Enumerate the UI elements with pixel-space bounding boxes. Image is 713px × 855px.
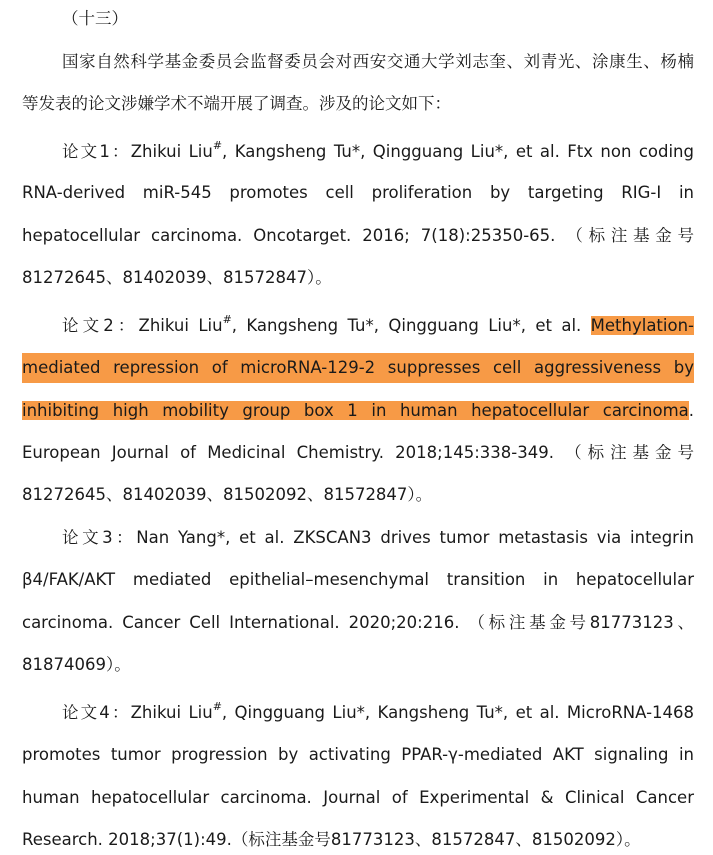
- paper-2-line-1: [22, 311, 694, 341]
- intro-line-1: 国家自然科学基金委员会监督委员会对西安交通大学刘志奎、刘青光、涂康生、杨楠: [62, 52, 694, 71]
- paper-2-line-2-highlighted: mediated repression of microRNA-129-2 suppresses cell aggressiveness by: [22, 353, 694, 383]
- paper-3-line-4: 81874069）。: [22, 655, 131, 674]
- paper-label: 论文3：: [62, 528, 137, 547]
- equal-contribution-mark: #: [222, 312, 232, 326]
- intro-line-2: 等发表的论文涉嫌学术不端开展了调查。涉及的论文如下：: [22, 94, 451, 113]
- paper-3-line-2: β4/FAK/AKT mediated epithelial–mesenchymal transition in hepatocellular: [22, 570, 694, 589]
- paper-label: 论文2：: [62, 316, 139, 335]
- paper-1-line-3: hepatocellular carcinoma. Oncotarget. 2016; 7(18):25350-65. （标注基金号: [22, 226, 694, 245]
- equal-contribution-mark: #: [212, 699, 222, 713]
- paper-4-line-1: [22, 698, 694, 728]
- paper-4-line-2: promotes tumor progression by activating PPAR-γ-mediated AKT signaling in: [22, 745, 694, 764]
- title-end: .: [688, 401, 694, 420]
- paper-label: 论文1：: [62, 142, 131, 161]
- paper-2-line-5: 81272645、81402039、81502092、81572847）。: [22, 485, 433, 504]
- author-list: Nan Yang*, et al. ZKSCAN3 drives tumor metastasis via integrin: [136, 528, 694, 547]
- paper-4-line-3: human hepatocellular carcinoma. Journal of Experimental & Clinical Cancer: [22, 788, 694, 807]
- paper-2-line-3: [22, 396, 694, 426]
- paper-3-line-1: [22, 523, 694, 553]
- paper-4-line-4: Research. 2018;37(1):49.（标注基金号81773123、81572847、81502092）。: [22, 830, 641, 849]
- first-author: Zhikui Liu: [130, 703, 213, 722]
- first-author: Zhikui Liu: [130, 142, 213, 161]
- highlighted-title: Methylation-: [590, 316, 694, 335]
- highlighted-title: inhibiting high mobility group box 1 in human hepatocellular carcinoma: [22, 401, 689, 420]
- paper-3-line-3: carcinoma. Cancer Cell International. 2020;20:216. （标注基金号81773123、: [22, 613, 694, 632]
- paper-1-line-4: 81272645、81402039、81572847）。: [22, 268, 332, 287]
- author-list: , Kangsheng Tu*, Qingguang Liu*, et al. Ftx non coding: [222, 142, 694, 161]
- paper-1-line-2: RNA-derived miR-545 promotes cell proliferation by targeting RIG-I in: [22, 183, 694, 202]
- paper-1-line-1: [22, 137, 694, 167]
- first-author: Zhikui Liu: [138, 316, 223, 335]
- author-list: , Qingguang Liu*, Kangsheng Tu*, et al. MicroRNA-1468: [221, 703, 695, 722]
- author-list: , Kangsheng Tu*, Qingguang Liu*, et al.: [231, 316, 582, 335]
- paper-2-line-4: European Journal of Medicinal Chemistry. 2018;145:338-349. （标注基金号: [22, 443, 694, 462]
- equal-contribution-mark: #: [212, 138, 223, 152]
- section-heading: （十三）: [62, 9, 128, 28]
- paper-label: 论文4：: [62, 703, 131, 722]
